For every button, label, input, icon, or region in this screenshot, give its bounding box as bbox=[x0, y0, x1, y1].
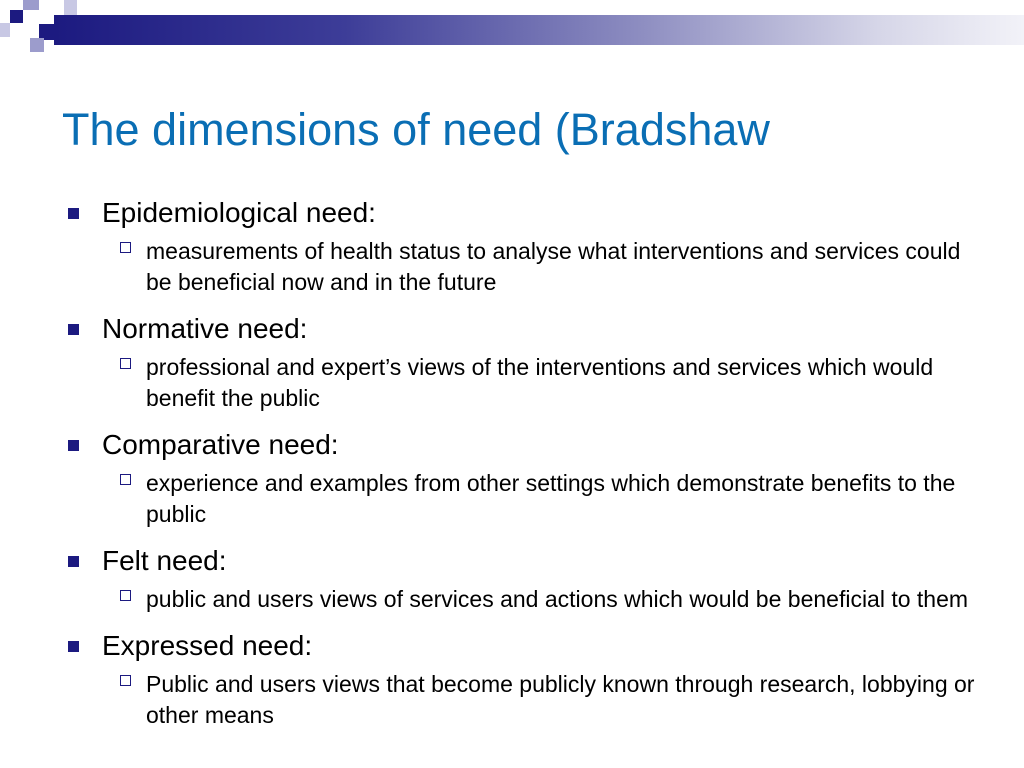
hollow-square-bullet-icon bbox=[120, 590, 131, 601]
hollow-square-bullet-icon bbox=[120, 358, 131, 369]
square-bullet-icon bbox=[68, 208, 79, 219]
sub-bullet-item bbox=[62, 236, 982, 298]
header-gradient-bar bbox=[54, 15, 1024, 45]
bullet-list bbox=[62, 196, 982, 745]
sub-bullet-item bbox=[62, 584, 982, 615]
decor-square bbox=[30, 38, 44, 52]
sub-bullet-item bbox=[62, 352, 982, 414]
decor-square bbox=[23, 0, 39, 10]
bullet-heading: Expressed need: bbox=[102, 630, 313, 661]
bullet-detail: experience and examples from other settings which demonstrate benefits to the public bbox=[146, 470, 956, 527]
bullet-heading: Normative need: bbox=[102, 313, 308, 344]
decor-square bbox=[0, 23, 10, 37]
bullet-heading: Comparative need: bbox=[102, 429, 339, 460]
bullet-detail: public and users views of services and actions which would be beneficial to them bbox=[146, 586, 969, 612]
bullet-item-epidemiological bbox=[62, 196, 982, 230]
sub-bullet-item bbox=[62, 669, 982, 731]
bullet-heading: Felt need: bbox=[102, 545, 227, 576]
decor-square bbox=[64, 0, 77, 15]
bullet-detail: measurements of health status to analyse what interventions and services could be beneficial now and in the future bbox=[146, 238, 961, 295]
hollow-square-bullet-icon bbox=[120, 242, 131, 253]
sub-bullet-item bbox=[62, 468, 982, 530]
hollow-square-bullet-icon bbox=[120, 474, 131, 485]
bullet-heading: Epidemiological need: bbox=[102, 197, 376, 228]
hollow-square-bullet-icon bbox=[120, 675, 131, 686]
bullet-item-felt bbox=[62, 544, 982, 578]
bullet-detail: professional and expert’s views of the interventions and services which would benefit the public bbox=[146, 354, 934, 411]
bullet-detail: Public and users views that become publicly known through research, lobbying or other means bbox=[146, 671, 975, 728]
slide-title: The dimensions of need (Bradshaw bbox=[62, 104, 770, 155]
square-bullet-icon bbox=[68, 641, 79, 652]
bullet-item-comparative bbox=[62, 428, 982, 462]
bullet-item-expressed bbox=[62, 629, 982, 663]
square-bullet-icon bbox=[68, 556, 79, 567]
bullet-item-normative bbox=[62, 312, 982, 346]
square-bullet-icon bbox=[68, 440, 79, 451]
square-bullet-icon bbox=[68, 324, 79, 335]
header-decoration bbox=[0, 0, 1024, 60]
decor-square bbox=[10, 10, 23, 23]
